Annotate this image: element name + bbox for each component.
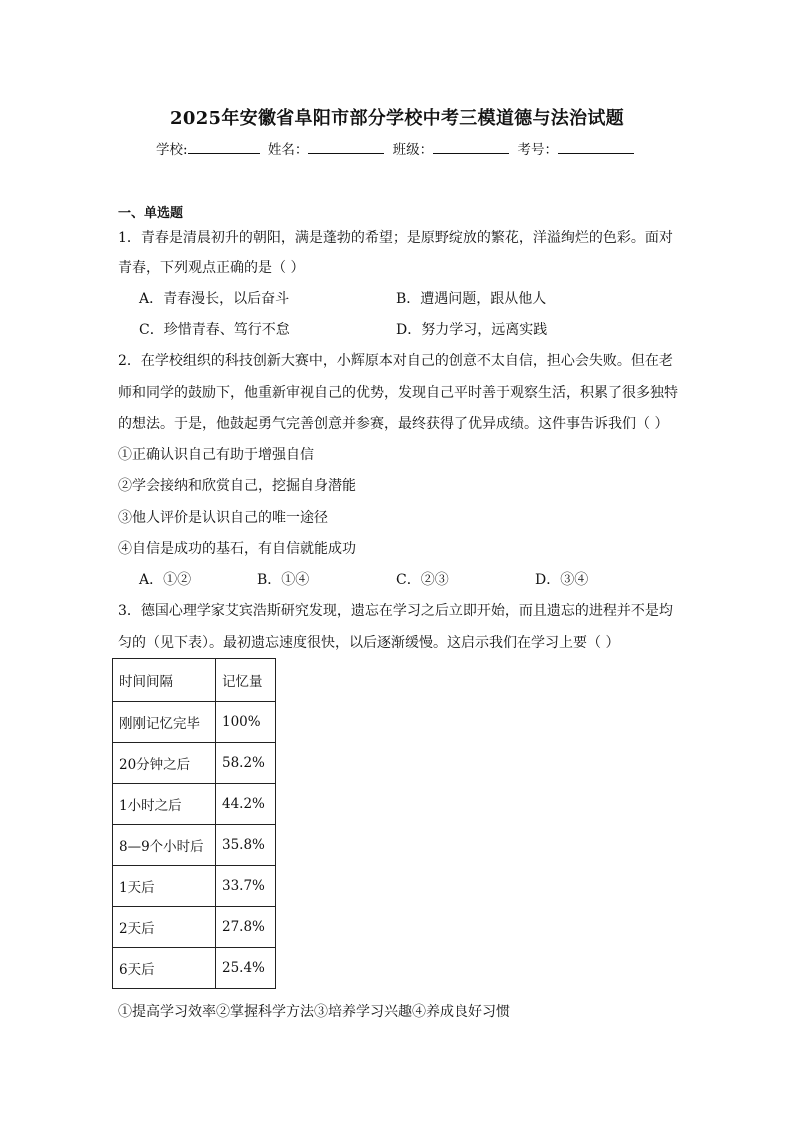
table-cell: 35.8% — [216, 825, 276, 866]
name-blank[interactable] — [308, 139, 384, 154]
table-cell: 27.8% — [216, 907, 276, 948]
section-heading: 一、单选题 — [118, 206, 184, 221]
table-row — [113, 948, 276, 989]
q2-statement-1: ①正确认识自己有助于增强自信 — [118, 447, 314, 463]
table-cell: 25.4% — [216, 948, 276, 989]
table-cell: 44.2% — [216, 784, 276, 825]
table-cell: 100% — [216, 702, 276, 743]
q3-statement: ①提高学习效率②掌握科学方法③培养学习兴趣④养成良好习惯 — [118, 1004, 510, 1020]
number-blank[interactable] — [558, 139, 634, 154]
class-blank[interactable] — [433, 139, 509, 154]
q2-line-3: 的想法。于是，他鼓起勇气完善创意并参赛，最终获得了优异成绩。这件事告诉我们（ ） — [118, 416, 669, 432]
q2-option-b[interactable]: B．①④ — [257, 572, 310, 588]
q2-statement-2: ②学会接纳和欣赏自己，挖掘自身潜能 — [118, 478, 356, 494]
name-label: 姓名： — [267, 142, 309, 158]
q2-option-d[interactable]: D．③④ — [535, 572, 589, 588]
exam-title: 2025年安徽省阜阳市部分学校中考三模道德与法治试题 — [170, 108, 624, 129]
table-header-cell: 记忆量 — [216, 659, 276, 702]
table-cell: 1天后 — [113, 866, 216, 907]
table-header-cell: 时间间隔 — [113, 659, 216, 702]
table-cell: 8—9个小时后 — [113, 825, 216, 866]
q1-option-b[interactable]: B．遭遇问题，跟从他人 — [396, 291, 547, 307]
q3-line-1: 3．德国心理学家艾宾浩斯研究发现，遗忘在学习之后立即开始，而且遗忘的进程并不是均 — [118, 603, 673, 619]
table-cell: 刚刚记忆完毕 — [113, 702, 216, 743]
table-row — [113, 702, 276, 743]
table-cell: 33.7% — [216, 866, 276, 907]
q3-line-2: 匀的（见下表）。最初遗忘速度很快，以后逐渐缓慢。这启示我们在学习上要（ ） — [118, 635, 620, 651]
q1-line-1: 1．青春是清晨初升的朝阳，满是蓬勃的希望；是原野绽放的繁花，洋溢绚烂的色彩。面对 — [118, 230, 673, 246]
memory-table — [112, 658, 276, 989]
table-cell: 1小时之后 — [113, 784, 216, 825]
q1-option-a[interactable]: A．青春漫长，以后奋斗 — [139, 291, 290, 307]
table-cell: 20分钟之后 — [113, 743, 216, 784]
table-cell: 58.2% — [216, 743, 276, 784]
school-label: 学校: — [156, 142, 188, 158]
q2-option-a[interactable]: A．①② — [139, 572, 192, 588]
table-row — [113, 743, 276, 784]
table-cell: 6天后 — [113, 948, 216, 989]
student-info-line — [0, 138, 794, 158]
q1-option-d[interactable]: D．努力学习，远离实践 — [396, 322, 548, 338]
number-label: 考号： — [517, 142, 558, 158]
class-label: 班级： — [392, 142, 434, 158]
q1-option-c[interactable]: C．珍惜青春、笃行不怠 — [139, 322, 290, 338]
q1-line-2: 青春，下列观点正确的是（ ） — [118, 260, 305, 276]
table-row — [113, 907, 276, 948]
q2-statement-4: ④自信是成功的基石，有自信就能成功 — [118, 541, 356, 557]
q2-option-c[interactable]: C．②③ — [396, 572, 449, 588]
q2-statement-3: ③他人评价是认识自己的唯一途径 — [118, 510, 328, 526]
table-row — [113, 866, 276, 907]
table-cell: 2天后 — [113, 907, 216, 948]
table-row — [113, 825, 276, 866]
table-row — [113, 784, 276, 825]
table-header-row — [113, 659, 276, 702]
school-blank[interactable] — [188, 139, 260, 154]
q2-line-1: 2．在学校组织的科技创新大赛中，小辉原本对自己的创意不太自信，担心会失败。但在老 — [118, 353, 673, 369]
q2-line-2: 师和同学的鼓励下，他重新审视自己的优势，发现自己平时善于观察生活，积累了很多独特 — [118, 385, 678, 401]
